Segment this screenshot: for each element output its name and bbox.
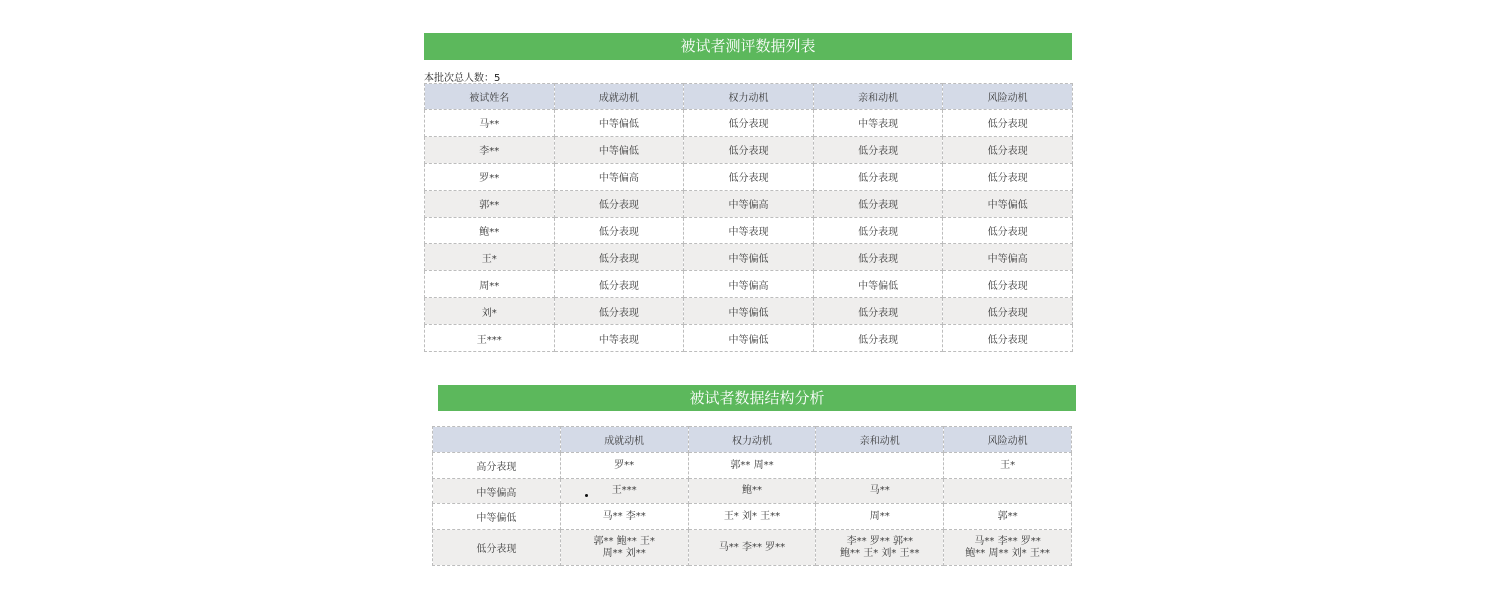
score-cell: 中等偏高 [684,190,814,217]
names-line: 马** 李** [602,510,646,522]
score-cell: 低分表现 [943,110,1073,137]
table-row [425,298,1073,325]
score-cell: 低分表现 [684,110,814,137]
score-cell: 低分表现 [943,163,1073,190]
score-cell: 中等偏高 [943,244,1073,271]
score-cell: 中等偏高 [684,271,814,298]
column-header: 亲和动机 [816,427,944,453]
score-cell: 中等偏低 [554,136,684,163]
names-cell [944,453,1072,479]
names-line: 郭** 周** [730,459,774,471]
names-cell [560,530,688,566]
names-cell [688,530,816,566]
subject-name-cell: 李** [425,136,555,163]
score-cell: 中等偏低 [684,298,814,325]
score-cell: 中等表现 [813,110,943,137]
score-cell: 中等偏低 [813,271,943,298]
names-cell [560,479,688,504]
table-header-row [425,84,1073,110]
names-cell [688,504,816,530]
score-cell: 中等偏高 [554,163,684,190]
score-cell: 低分表现 [943,325,1073,352]
column-header: 权力动机 [684,84,814,110]
score-cell: 低分表现 [813,190,943,217]
score-cell: 中等偏低 [684,244,814,271]
names-line: 周** [869,510,890,522]
level-label-cell: 中等偏低 [433,504,561,530]
score-cell: 低分表现 [813,217,943,244]
names-line: 鲍** 王* 刘* 王** [840,547,920,559]
names-cell [816,453,944,479]
score-cell: 中等表现 [684,217,814,244]
score-cell: 低分表现 [554,244,684,271]
assessment-list-table [424,83,1073,352]
table-row [433,479,1072,504]
names-cell [816,479,944,504]
analysis-title-banner [438,385,1076,411]
table-header-row [433,427,1072,453]
score-cell: 中等表现 [554,325,684,352]
list-title: 被试者测评数据列表 [680,37,816,55]
column-header: 成就动机 [554,84,684,110]
level-label-cell: 中等偏高 [433,479,561,504]
score-cell: 低分表现 [554,271,684,298]
table-row [425,136,1073,163]
score-cell: 低分表现 [943,136,1073,163]
names-line: 鲍** 周** 刘* 王** [965,547,1050,559]
total-count-label: 本批次总人数：5 [424,73,501,84]
names-cell [688,453,816,479]
names-line: 郭** [997,510,1018,522]
names-cell [944,530,1072,566]
column-header: 亲和动机 [813,84,943,110]
score-cell: 中等偏低 [684,325,814,352]
level-label-cell: 低分表现 [433,530,561,566]
subject-name-cell: 刘* [425,298,555,325]
names-cell [944,504,1072,530]
names-line: 马** 李** 罗** [974,535,1041,547]
names-cell [560,504,688,530]
subject-name-cell: 王* [425,244,555,271]
table-row [433,504,1072,530]
score-cell: 低分表现 [554,190,684,217]
names-line: 王*** [611,485,637,496]
score-cell: 低分表现 [943,271,1073,298]
score-cell: 低分表现 [684,136,814,163]
column-header: 风险动机 [943,84,1073,110]
names-line: 马** [869,485,890,496]
names-line: 马** 李** 罗** [718,541,786,553]
score-cell: 中等偏低 [943,190,1073,217]
names-cell [816,530,944,566]
score-cell: 低分表现 [554,217,684,244]
score-cell: 低分表现 [813,244,943,271]
names-cell [688,479,816,504]
column-header: 被试姓名 [425,84,555,110]
subject-name-cell: 罗** [425,163,555,190]
table-row [433,530,1072,566]
score-cell: 中等偏低 [554,110,684,137]
column-header: 风险动机 [944,427,1072,453]
table-row [425,325,1073,352]
names-line: 王* [1000,459,1016,471]
column-header [433,427,561,453]
stray-dot-mark [585,494,588,497]
table-row [433,453,1072,479]
names-line: 郭** 鲍** 王* [593,535,655,547]
subject-name-cell: 鲍** [425,217,555,244]
score-cell: 低分表现 [813,136,943,163]
score-cell: 低分表现 [943,217,1073,244]
score-cell: 低分表现 [813,163,943,190]
names-line: 罗** [614,459,635,471]
subject-name-cell: 马** [425,110,555,137]
table-row [425,190,1073,217]
names-line: 王* 刘* 王** [723,510,781,522]
names-line: 鲍** [741,485,762,496]
score-cell: 低分表现 [943,298,1073,325]
table-row [425,244,1073,271]
analysis-title: 被试者数据结构分析 [689,389,825,407]
list-title-banner [424,33,1072,60]
score-cell: 低分表现 [554,298,684,325]
table-row [425,163,1073,190]
subject-name-cell: 王*** [425,325,555,352]
score-cell: 低分表现 [813,325,943,352]
score-cell: 低分表现 [684,163,814,190]
level-label-cell: 高分表现 [433,453,561,479]
names-line: 周** 刘** [602,547,646,559]
column-header: 权力动机 [688,427,816,453]
names-line: 李** 罗** 郭** [846,535,913,547]
names-cell [816,504,944,530]
subject-name-cell: 周** [425,271,555,298]
column-header: 成就动机 [560,427,688,453]
names-cell [944,479,1072,504]
structure-analysis-table [432,426,1072,566]
table-row [425,110,1073,137]
subject-name-cell: 郭** [425,190,555,217]
names-cell [560,453,688,479]
score-cell: 低分表现 [813,298,943,325]
table-row [425,271,1073,298]
table-row [425,217,1073,244]
